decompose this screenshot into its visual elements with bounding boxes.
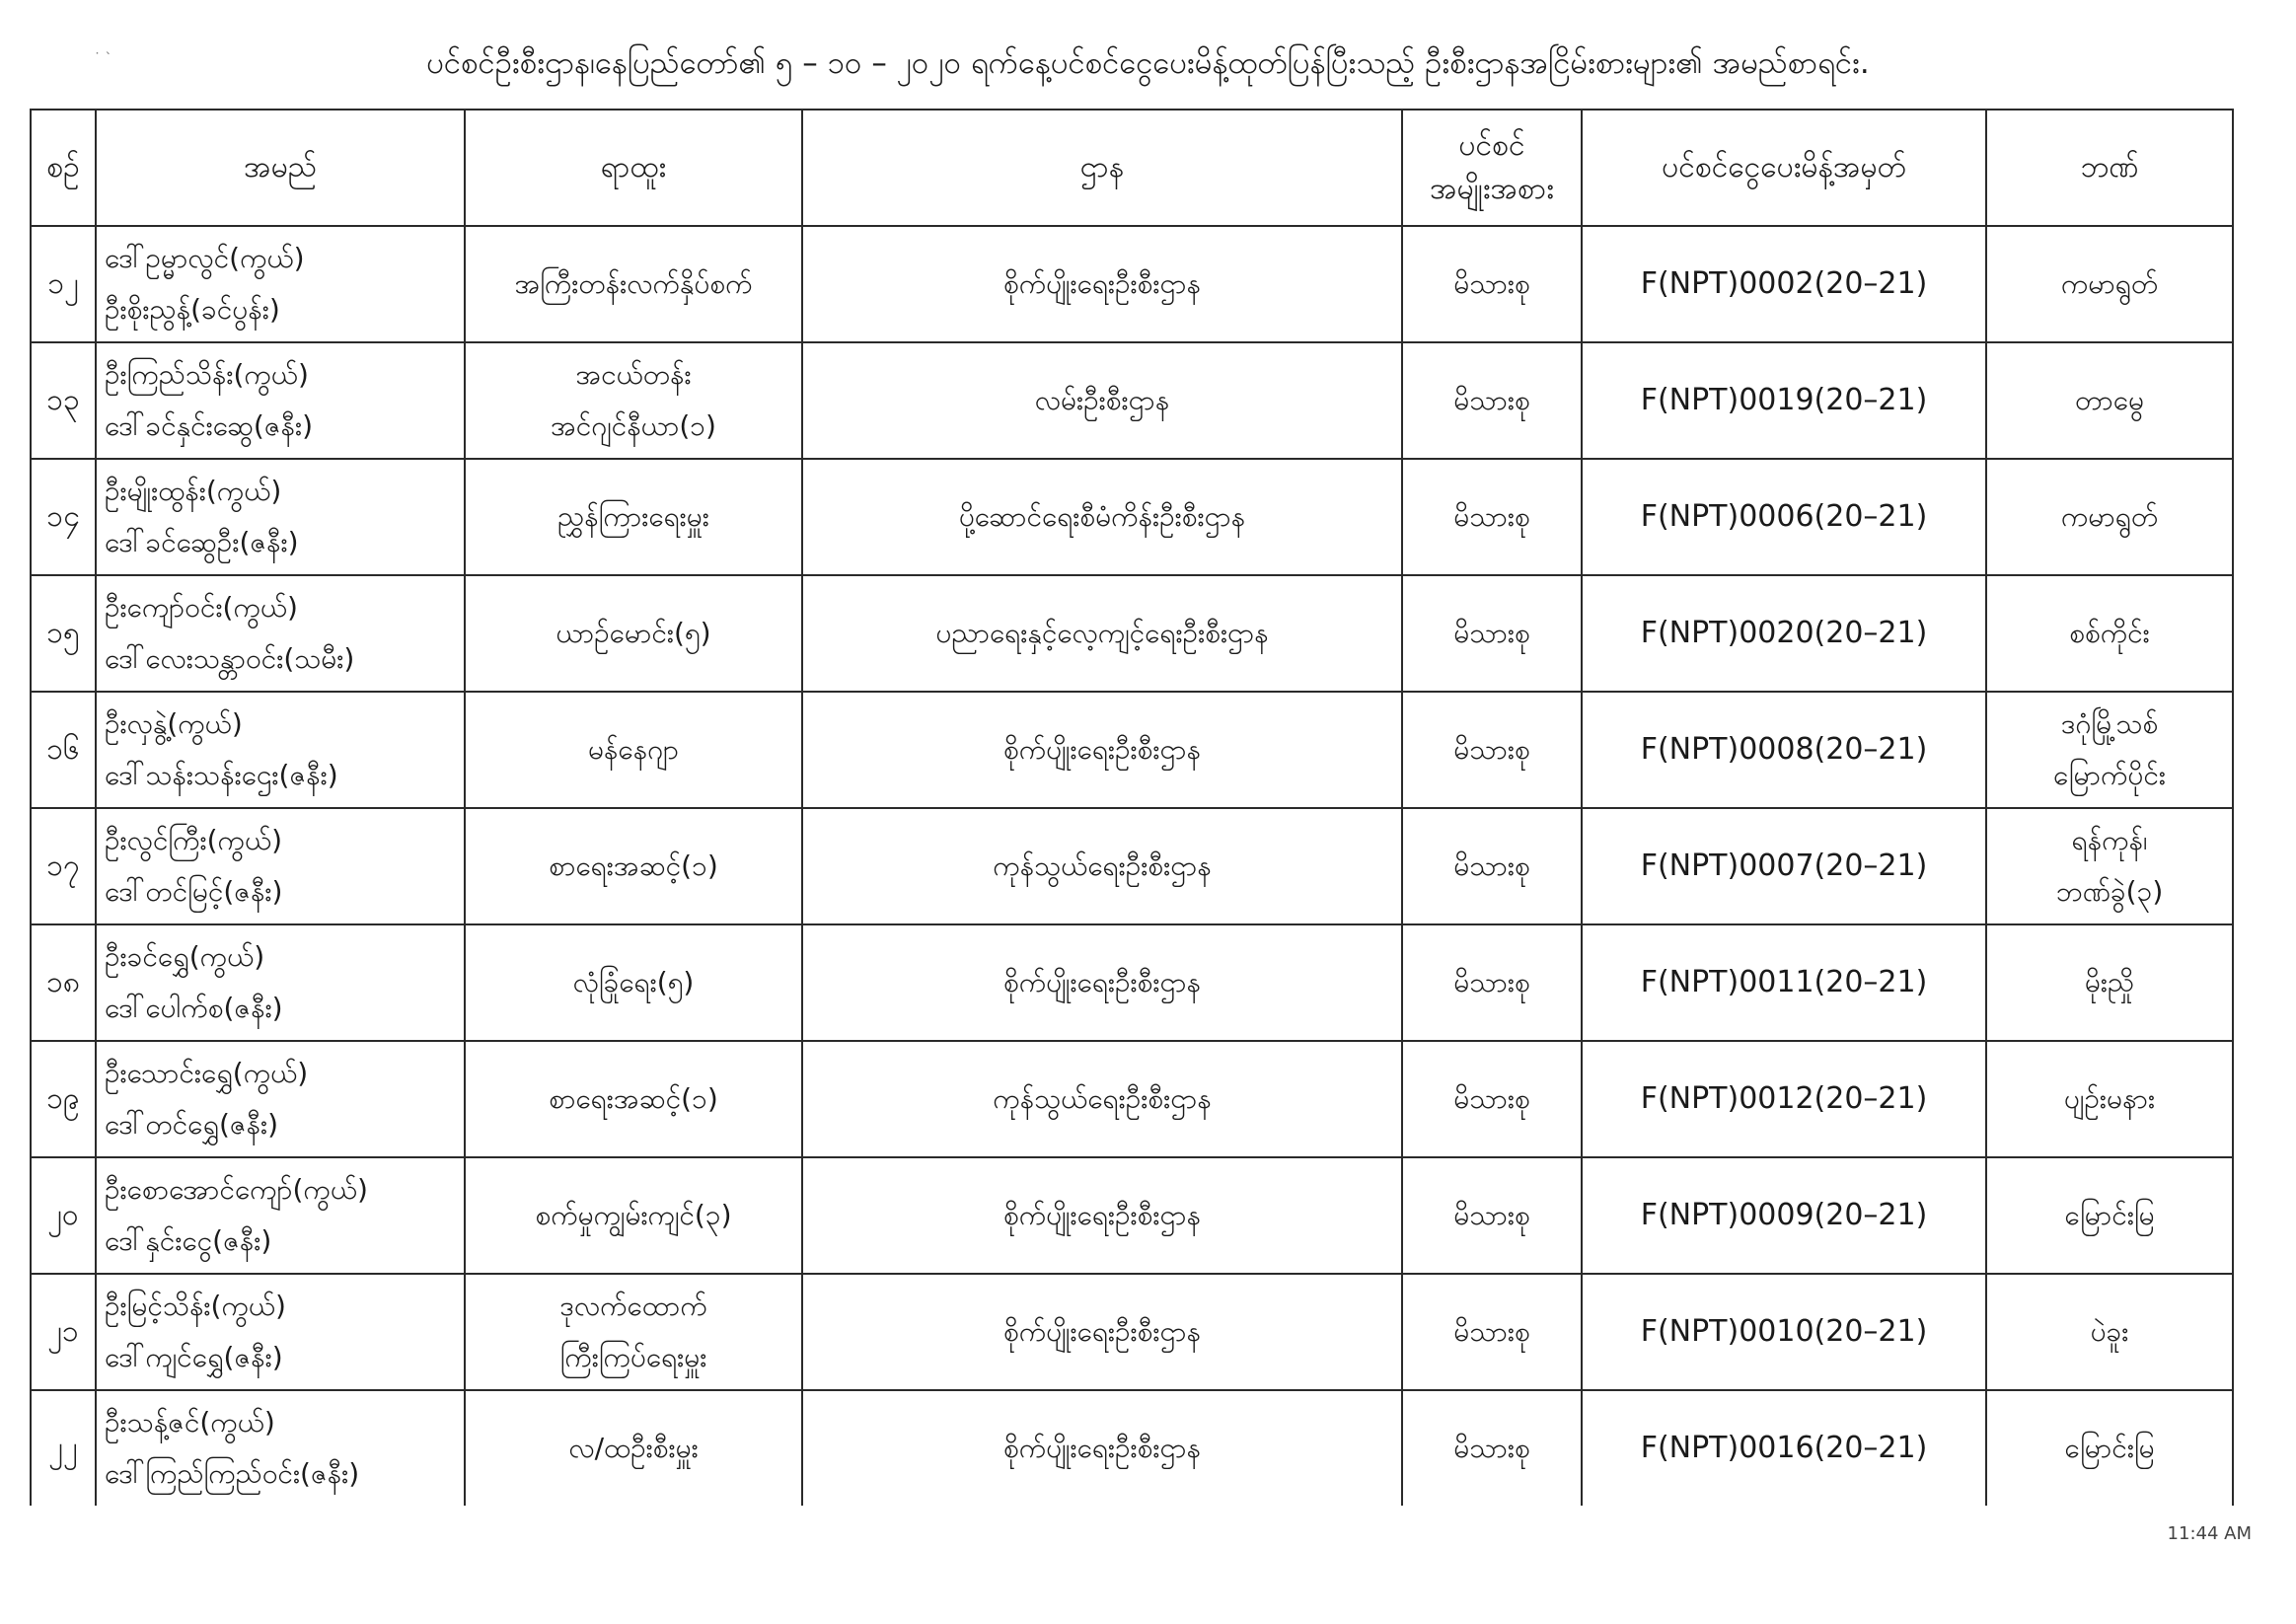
deceased-name: ဒေါ်ဥမ္မာလွင်(ကွယ်): [105, 242, 305, 274]
header-pension-type-line2: အမျိုးအစား: [1430, 172, 1554, 206]
deceased-name: ဦးစောအောင်ကျော်(ကွယ်): [105, 1173, 368, 1206]
cell-name: [96, 575, 465, 692]
rank-line1: ယာဉ်မောင်း(၅): [555, 617, 711, 649]
table-row: [31, 808, 2233, 924]
cell-name: [96, 808, 465, 924]
deceased-name: ဦးသန့်ဇင်(ကွယ်): [105, 1406, 275, 1439]
deceased-name: ဦးလွင်ကြီး(ကွယ်): [105, 824, 283, 856]
cell-rank: [465, 808, 802, 924]
bank-line1: မြောင်းမြ: [2064, 1199, 2155, 1231]
cell-department: စိုက်ပျိုးရေးဦးစီးဌာန: [802, 692, 1402, 808]
cell-serial: ၁၃: [31, 342, 96, 459]
cell-department: စိုက်ပျိုးရေးဦးစီးဌာန: [802, 1390, 1402, 1506]
cell-order-number: F(NPT)0002(20–21): [1582, 226, 1986, 342]
header-serial: စဉ်: [31, 110, 96, 226]
cell-bank: [1986, 924, 2233, 1041]
cell-pension-type: မိသားစု: [1402, 924, 1582, 1041]
cell-pension-type: မိသားစု: [1402, 342, 1582, 459]
rank-line1: မန်နေဂျာ: [587, 733, 680, 766]
cell-name: [96, 342, 465, 459]
deceased-name: ဦးလှနွဲ့(ကွယ်): [105, 707, 243, 740]
scan-timestamp: 11:44 AM: [2167, 1523, 2252, 1544]
beneficiary-name: ဒေါ်လေးသန္တာဝင်း(သမီး): [105, 642, 355, 675]
header-rank: ရာထူး: [465, 110, 802, 226]
bank-line1: ပဲခူး: [2090, 1315, 2129, 1348]
bank-line1: ရန်ကုန်၊: [2071, 824, 2148, 856]
table-row: [31, 1157, 2233, 1274]
cell-order-number: F(NPT)0008(20–21): [1582, 692, 1986, 808]
cell-bank: [1986, 1157, 2233, 1274]
rank-line1: စက်မှုကျွမ်းကျင်(၃): [535, 1199, 732, 1231]
cell-order-number: F(NPT)0009(20–21): [1582, 1157, 1986, 1274]
cell-name: [96, 459, 465, 575]
beneficiary-name: ဒေါ်ကြည်ကြည်ဝင်း(ဇနီး): [105, 1457, 360, 1490]
deceased-name: ဦးမျိုးထွန်း(ကွယ်): [105, 475, 282, 507]
scan-artifact: ˙ ˋ: [94, 51, 112, 67]
header-department: ဌာန: [802, 110, 1402, 226]
cell-order-number: F(NPT)0010(20–21): [1582, 1274, 1986, 1390]
cell-bank: [1986, 575, 2233, 692]
cell-pension-type: မိသားစု: [1402, 692, 1582, 808]
cell-pension-type: မိသားစု: [1402, 1041, 1582, 1157]
cell-serial: ၁၇: [31, 808, 96, 924]
rank-line1: စာရေးအဆင့်(၁): [549, 1082, 718, 1115]
cell-name: [96, 692, 465, 808]
bank-line1: ဒဂုံမြို့သစ်: [2060, 707, 2159, 740]
table-row: [31, 226, 2233, 342]
cell-pension-type: မိသားစု: [1402, 226, 1582, 342]
table-row: [31, 459, 2233, 575]
cell-bank: [1986, 459, 2233, 575]
table-row: [31, 1274, 2233, 1390]
beneficiary-name: ဒေါ်တင်မြင့်(ဇနီး): [105, 875, 283, 908]
cell-bank: [1986, 1390, 2233, 1506]
bank-line1: မိုးညှို: [2084, 966, 2135, 998]
cell-serial: ၁၉: [31, 1041, 96, 1157]
cell-serial: ၁၂: [31, 226, 96, 342]
cell-bank: [1986, 808, 2233, 924]
cell-department: စိုက်ပျိုးရေးဦးစီးဌာန: [802, 924, 1402, 1041]
cell-rank: [465, 1390, 802, 1506]
cell-order-number: F(NPT)0012(20–21): [1582, 1041, 1986, 1157]
cell-order-number: F(NPT)0020(20–21): [1582, 575, 1986, 692]
cell-rank: [465, 1274, 802, 1390]
cell-bank: [1986, 1274, 2233, 1390]
bank-line1: ကမာရွတ်: [2060, 267, 2159, 300]
table-body: [31, 226, 2233, 1506]
cell-rank: [465, 1041, 802, 1157]
cell-bank: [1986, 226, 2233, 342]
cell-department: လမ်းဦးစီးဌာန: [802, 342, 1402, 459]
beneficiary-name: ဒေါ်ခင်ဆွေဦး(ဇနီး): [105, 526, 299, 558]
deceased-name: ဦးကြည်သိန်း(ကွယ်): [105, 358, 309, 391]
pension-roster-table: [30, 109, 2234, 1506]
beneficiary-name: ဒေါ်ခင်နှင်းဆွေ(ဇနီး): [105, 409, 314, 442]
cell-serial: ၁၆: [31, 692, 96, 808]
header-pension-type: [1402, 110, 1582, 226]
cell-rank: [465, 692, 802, 808]
cell-bank: [1986, 342, 2233, 459]
header-name: အမည်: [96, 110, 465, 226]
cell-serial: ၂၀: [31, 1157, 96, 1274]
header-order-number: ပင်စင်ငွေပေးမိန့်အမှတ်: [1582, 110, 1986, 226]
document-title: ပင်စင်ဦးစီးဌာန၊နေပြည်တော်၏ ၅ – ၁၀ – ၂၀၂၀ ရက်နေ့ပင်စင်ငွေပေးမိန့်ထုတ်ပြန်ပြီးသည့် ဦးစီးဌာနအငြိမ်းစားများ၏ အမည်စာရင်း.: [426, 45, 1870, 81]
bank-line2: မြောက်ပိုင်း: [2053, 759, 2166, 791]
cell-order-number: F(NPT)0007(20–21): [1582, 808, 1986, 924]
cell-pension-type: မိသားစု: [1402, 808, 1582, 924]
rank-line1: စာရေးအဆင့်(၁): [549, 849, 718, 882]
cell-department: ကုန်သွယ်ရေးဦးစီးဌာန: [802, 1041, 1402, 1157]
bank-line2: ဘဏ်ခွဲ(၃): [2055, 875, 2164, 908]
cell-serial: ၂၁: [31, 1274, 96, 1390]
cell-bank: [1986, 692, 2233, 808]
cell-name: [96, 1390, 465, 1506]
table-row: [31, 1390, 2233, 1506]
rank-line1: လ/ထဦးစီးမှူး: [568, 1432, 699, 1464]
cell-serial: ၁၄: [31, 459, 96, 575]
bank-line1: ကမာရွတ်: [2060, 500, 2159, 533]
beneficiary-name: ဒေါ်ပေါက်စ(ဇနီး): [105, 992, 283, 1024]
deceased-name: ဦးမြင့်သိန်း(ကွယ်): [105, 1290, 286, 1322]
header-bank: ဘဏ်: [1986, 110, 2233, 226]
cell-rank: [465, 342, 802, 459]
cell-department: ပို့ဆောင်ရေးစီမံကိန်းဦးစီးဌာန: [802, 459, 1402, 575]
rank-line1: လုံခြုံရေး(၅): [572, 966, 695, 998]
cell-department: ကုန်သွယ်ရေးဦးစီးဌာန: [802, 808, 1402, 924]
cell-rank: [465, 1157, 802, 1274]
cell-rank: [465, 924, 802, 1041]
beneficiary-name: ဒေါ်နှင်းငွေ(ဇနီး): [105, 1224, 272, 1257]
rank-line1: အငယ်တန်း: [575, 358, 692, 391]
rank-line1: ညွှန်ကြားရေးမှူး: [557, 500, 709, 533]
table-row: [31, 342, 2233, 459]
cell-name: [96, 1041, 465, 1157]
rank-line1: ဒုလက်ထောက်: [559, 1290, 707, 1322]
beneficiary-name: ဒေါ်သန်းသန်းဌေး(ဇနီး): [105, 759, 338, 791]
bank-line1: တာမွေ: [2075, 384, 2144, 416]
table-row: [31, 1041, 2233, 1157]
table-row: [31, 575, 2233, 692]
cell-name: [96, 924, 465, 1041]
rank-line2: အင်ဂျင်နီယာ(၁): [551, 409, 716, 442]
table-row: [31, 924, 2233, 1041]
deceased-name: ဦးသောင်းရွှေ(ကွယ်): [105, 1057, 309, 1089]
beneficiary-name: ဒေါ်တင်ရွှေ(ဇနီး): [105, 1108, 279, 1141]
cell-rank: [465, 575, 802, 692]
cell-order-number: F(NPT)0011(20–21): [1582, 924, 1986, 1041]
bank-line1: ပျဉ်းမနား: [2063, 1082, 2156, 1115]
cell-name: [96, 1274, 465, 1390]
cell-department: စိုက်ပျိုးရေးဦးစီးဌာန: [802, 226, 1402, 342]
cell-rank: [465, 226, 802, 342]
cell-pension-type: မိသားစု: [1402, 1274, 1582, 1390]
cell-pension-type: မိသားစု: [1402, 575, 1582, 692]
table-header-row: [31, 110, 2233, 226]
cell-name: [96, 1157, 465, 1274]
cell-pension-type: မိသားစု: [1402, 459, 1582, 575]
beneficiary-name: ဦးစိုးညွန့်(ခင်ပွန်း): [105, 293, 280, 326]
rank-line2: ကြီးကြပ်ရေးမှူး: [559, 1341, 707, 1373]
cell-serial: ၁၅: [31, 575, 96, 692]
cell-rank: [465, 459, 802, 575]
cell-order-number: F(NPT)0016(20–21): [1582, 1390, 1986, 1506]
cell-serial: ၁၈: [31, 924, 96, 1041]
bank-line1: စစ်ကိုင်း: [2069, 617, 2150, 649]
cell-name: [96, 226, 465, 342]
beneficiary-name: ဒေါ်ကျင်ရွှေ(ဇနီး): [105, 1341, 283, 1373]
cell-order-number: F(NPT)0006(20–21): [1582, 459, 1986, 575]
header-pension-type-line1: ပင်စင်: [1458, 128, 1525, 163]
deceased-name: ဦးခင်ရွှေ(ကွယ်): [105, 940, 265, 973]
cell-bank: [1986, 1041, 2233, 1157]
bank-line1: မြောင်းမြ: [2064, 1432, 2155, 1464]
cell-department: စိုက်ပျိုးရေးဦးစီးဌာန: [802, 1274, 1402, 1390]
cell-department: ပညာရေးနှင့်လေ့ကျင့်ရေးဦးစီးဌာန: [802, 575, 1402, 692]
deceased-name: ဦးကျော်ဝင်း(ကွယ်): [105, 591, 298, 624]
cell-department: စိုက်ပျိုးရေးဦးစီးဌာန: [802, 1157, 1402, 1274]
cell-serial: ၂၂: [31, 1390, 96, 1506]
table-row: [31, 692, 2233, 808]
cell-pension-type: မိသားစု: [1402, 1390, 1582, 1506]
rank-line1: အကြီးတန်းလက်နှိပ်စက်: [514, 267, 753, 300]
cell-order-number: F(NPT)0019(20–21): [1582, 342, 1986, 459]
cell-pension-type: မိသားစု: [1402, 1157, 1582, 1274]
